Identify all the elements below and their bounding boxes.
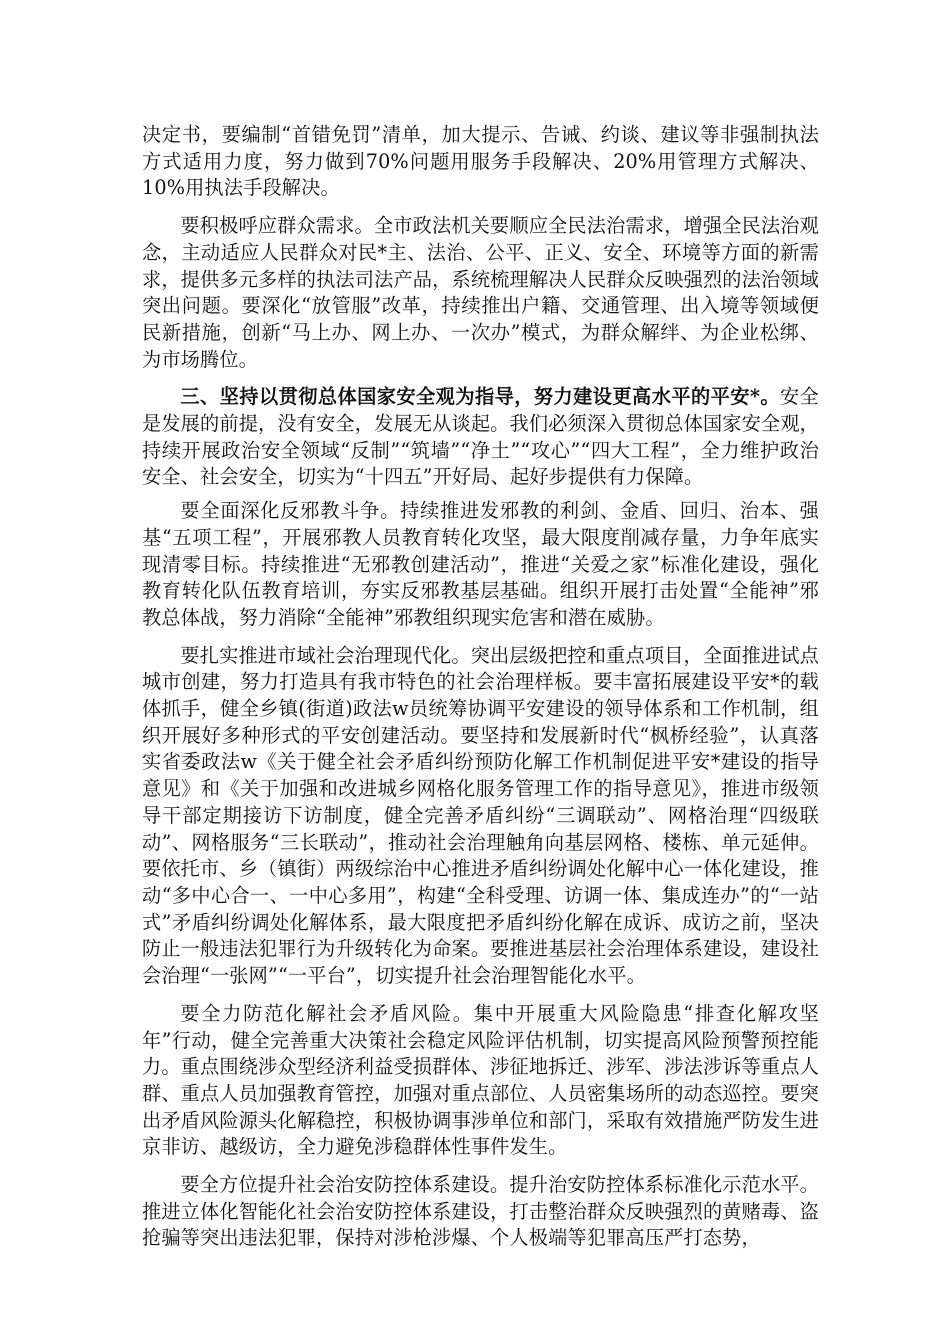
paragraph-6: 要全力防范化解社会矛盾风险。集中开展重大风险隐患“排查化解攻坚年”行动，健全完善重大决策社会稳定风险评估机制，切实提高风险预警预控能力。重点围绕涉众型经济利益受损群体、涉征地拆迁、涉军、涉法涉诉等重点人群、重点人员加强教育管控，加强对重点部位、人员密集场所的动态巡控。要突出矛盾风险源头化解稳控，积极协调事涉单位和部门，采取有效措施严防发生进京非访、越级访，全力避免涉稳群体性事件发生。 xyxy=(142,1001,819,1159)
paragraph-1: 决定书，要编制“首错免罚”清单，加大提示、告诫、约谈、建议等非强制执法方式适用力度，努力做到70%问题用服务手段解决、20%用管理方式解决、10%用执法手段解决。 xyxy=(142,123,819,200)
paragraph-5: 要扎实推进市域社会治理现代化。突出层级把控和重点项目，全面推进试点城市创建，努力打造具有我市特色的社会治理样板。要丰富拓展建设平安*的载体抓手，健全乡镇(街道)政法w员统筹协调平安建设的领导体系和工作机制，组织开展好多种形式的平安创建活动。要坚持和发展新时代“枫桥经验”，认真落实省委政法w《关于健全社会矛盾纠纷预防化解工作机制促进平安*建设的指导意见》和《关于加强和改进城乡网格化服务管理工作的指导意见》，推进市级领导干部定期接访下访制度，健全完善矛盾纠纷“三调联动”、网格治理“四级联动”、网格服务“三长联动”，推动社会治理触角向基层网格、楼栋、单元延伸。要依托市、乡（镇街）两级综治中心推进矛盾纠纷调处化解中心一体化建设，推动“多中心合一、一中心多用”，构建“全科受理、访调一体、集成连办”的“一站式”矛盾纠纷调处化解体系，最大限度把矛盾纠纷化解在成诉、成访之前，坚决防止一般违法犯罪行为升级转化为命案。要推进基层社会治理体系建设，建设社会治理“一张网”“一平台”，切实提升社会治理智能化水平。 xyxy=(142,643,819,988)
section-heading: 三、坚持以贯彻总体国家安全观为指导，努力建设更高水平的平安*。 xyxy=(180,385,781,409)
paragraph-2: 要积极呼应群众需求。全市政法机关要顺应全民法治需求，增强全民法治观念，主动适应人民群众对民*主、法治、公平、正义、安全、环境等方面的新需求，提供多元多样的执法司法产品，系统梳理解决人民群众反映强烈的法治领域突出问题。要深化“放管服”改革，持续推出户籍、交通管理、出入境等领域便民新措施，创新“马上办、网上办、一次办”模式，为群众解绊、为企业松绑、为市场腾位。 xyxy=(142,214,819,371)
paragraph-3-section-heading xyxy=(142,384,819,491)
document-page xyxy=(142,122,819,1263)
section-body: 安全是发展的前提，没有安全，发展无从谈起。我们必须深入贯彻总体国家安全观，持续开展政治安全领域“反制”“筑墙”“净土”“攻心”“四大工程”，全力维护政治安全、社会安全，切实为“十四五”开好局、起好步提供有力保障。 xyxy=(142,385,819,489)
paragraph-4: 要全面深化反邪教斗争。持续推进发邪教的利剑、金盾、回归、治本、强基“五项工程”，开展邪教人员教育转化攻坚，最大限度削减存量，力争年底实现清零目标。持续推进“无邪教创建活动”，推进“关爱之家”标准化建设，强化教育转化队伍教育培训，夯实反邪教基层基础。组织开展打击处置“全能神”邪教总体战，努力消除“全能神”邪教组织现实危害和潜在威胁。 xyxy=(142,499,819,629)
paragraph-7: 要全方位提升社会治安防控体系建设。提升治安防控体系标准化示范水平。推进立体化智能化社会治安防控体系建设，打击整治群众反映强烈的黄赌毒、盗抢骗等突出违法犯罪，保持对涉枪涉爆、个人极端等犯罪高压严打态势， xyxy=(142,1173,819,1250)
